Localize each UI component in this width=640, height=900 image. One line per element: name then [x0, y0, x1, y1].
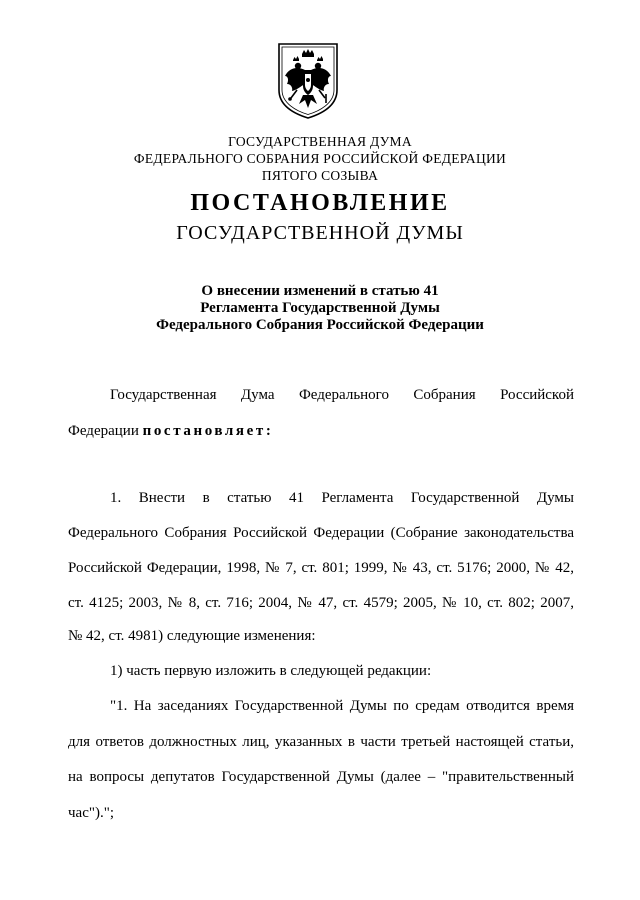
subject-line-3: Федерального Собрания Российской Федерации [156, 317, 484, 333]
subject-line-1: О внесении изменений в статью 41 [201, 283, 439, 299]
preamble-prefix: Федерации [68, 423, 139, 439]
preamble-resolves: постановляет: [142, 423, 274, 439]
header-line-duma: ГОСУДАРСТВЕННАЯ ДУМА [228, 134, 412, 149]
document-issuer-title: ГОСУДАРСТВЕННОЙ ДУМЫ [176, 222, 464, 244]
preamble-line-1: Государственная Дума Федерального Собрания Российской [110, 387, 574, 403]
document-type-title: ПОСТАНОВЛЕНИЕ [190, 190, 450, 216]
quote-line-3: на вопросы депутатов Государственной Думы (далее – "правительственный [68, 769, 574, 785]
quote-line-1: "1. На заседаниях Государственной Думы по средам отводится время [110, 698, 574, 714]
header-line-federal-assembly: ФЕДЕРАЛЬНОГО СОБРАНИЯ РОССИЙСКОЙ ФЕДЕРАЦИИ [133, 151, 507, 166]
quote-line-2: для ответов должностных лиц, указанных в части третьей настоящей статьи, [68, 734, 574, 750]
item1-line-1: 1. Внести в статью 41 Регламента Государственной Думы [110, 490, 574, 506]
item1-line-3: Российской Федерации, 1998, № 7, ст. 801; 1999, № 43, ст. 5176; 2000, № 42, [68, 560, 574, 576]
header-line-convocation: ПЯТОГО СОЗЫВА [261, 168, 379, 183]
double-headed-eagle-icon [275, 40, 341, 120]
item1-line-2: Федерального Собрания Российской Федерации (Собрание законодательства [68, 525, 574, 541]
subitem1-text: 1) часть первую изложить в следующей редакции: [110, 663, 432, 679]
preamble-line-2 [68, 423, 273, 440]
quote-line-4: час")."; [68, 805, 115, 821]
state-emblem [275, 40, 341, 120]
item1-line-5: № 42, ст. 4981) следующие изменения: [68, 628, 316, 644]
item1-line-4: ст. 4125; 2003, № 8, ст. 716; 2004, № 47, ст. 4579; 2005, № 10, ст. 802; 2007, [68, 595, 574, 611]
subject-line-2: Регламента Государственной Думы [200, 300, 440, 316]
